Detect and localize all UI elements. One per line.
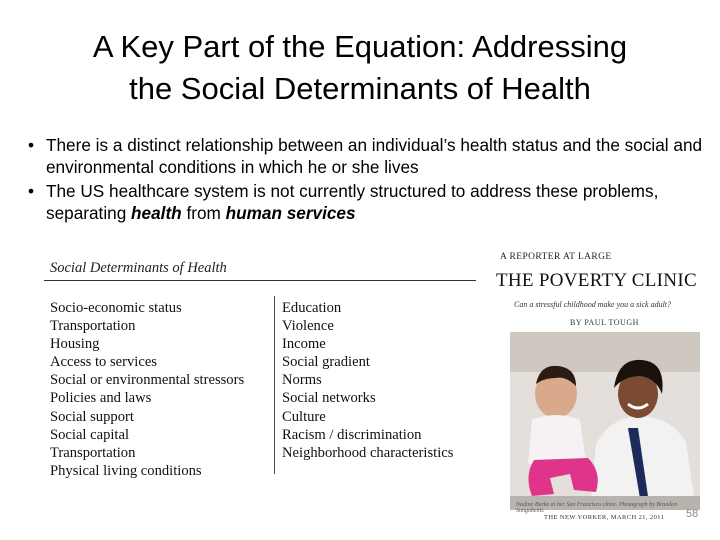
magazine-kicker: A REPORTER AT LARGE	[500, 252, 612, 262]
sdh-item: Racism / discrimination	[282, 426, 422, 443]
sdh-item: Housing	[50, 336, 100, 353]
sdh-rule	[44, 280, 476, 281]
magazine-subtitle: Can a stressful childhood make you a sick adult?	[514, 300, 672, 309]
magazine-byline: BY PAUL TOUGH	[570, 318, 639, 327]
bullet-item	[22, 134, 712, 178]
bullet-text: The US healthcare system is not currently structured to address these problems, separating	[46, 181, 659, 223]
photo-caption: Nadine Burke at her San Francisco clinic. Photograph by Brandon Songobenit.	[516, 502, 678, 514]
sdh-item: Social or environmental stressors	[50, 372, 245, 389]
sdh-item: Education	[282, 300, 342, 316]
clinic-photo	[510, 332, 700, 510]
emphasis-health: health	[131, 203, 182, 223]
social-determinants-figure	[44, 258, 484, 488]
sdh-item: Access to services	[50, 354, 157, 371]
sdh-item: Social support	[50, 408, 134, 425]
sdh-column-divider	[274, 296, 275, 474]
bullet-text: There is a distinct relationship between an individual’s health status and the social and environmental conditions in which he or she lives	[46, 135, 703, 177]
sdh-title: Social Determinants of Health	[50, 260, 227, 276]
sdh-item: Violence	[282, 318, 334, 335]
page-number: 58	[686, 508, 699, 520]
sdh-item: Physical living conditions	[50, 462, 202, 479]
sdh-item: Norms	[282, 372, 322, 389]
bullet-list	[22, 134, 712, 226]
sdh-left-column	[50, 299, 244, 480]
sdh-item: Income	[282, 336, 326, 353]
magazine-footer: THE NEW YORKER, MARCH 21, 2011	[544, 514, 665, 521]
sdh-item: Culture	[282, 408, 326, 425]
slide-title	[20, 26, 700, 110]
sdh-item: Social capital	[50, 426, 130, 443]
sdh-item: Social gradient	[282, 354, 370, 371]
bullet-text: from	[181, 203, 226, 223]
clinic-photo-illustration	[510, 332, 700, 510]
magazine-clipping	[484, 246, 699, 528]
sdh-item: Social networks	[282, 390, 376, 407]
sdh-item: Neighborhood characteristics	[282, 444, 454, 461]
bullet-item	[22, 180, 712, 224]
sdh-item: Transportation	[50, 318, 136, 335]
magazine-title: THE POVERTY CLINIC	[496, 270, 697, 291]
sdh-item: Transportation	[50, 444, 136, 461]
emphasis-human-services: human services	[225, 203, 356, 223]
slide-title-line-2: the Social Determinants of Health	[129, 71, 591, 106]
slide-title-line-1: A Key Part of the Equation: Addressing	[92, 29, 628, 64]
sdh-item: Socio-economic status	[50, 300, 182, 316]
sdh-item: Policies and laws	[50, 390, 152, 407]
sdh-right-column	[282, 299, 453, 462]
